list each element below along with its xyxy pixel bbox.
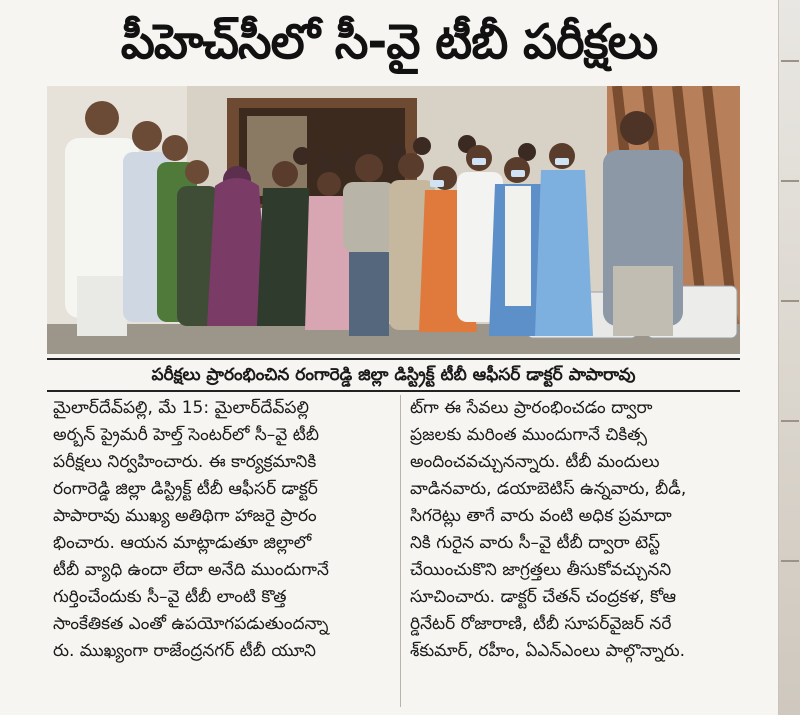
article-line: పాపారావు ముఖ్య అతిథిగా హాజరై ప్రారం <box>53 506 317 526</box>
article-line: అందించవచ్చునన్నారు. టీబీ మందులు <box>410 452 660 472</box>
article-line: నికి గురైన వారు సీ–వై టీబీ ద్వారా టెస్ట్ <box>410 533 661 553</box>
article-line: టీబీ వ్యాధి ఉందా లేదా అనేది ముందుగానే <box>53 560 329 580</box>
article-line: రంగారెడ్డి జిల్లా డిస్ట్రిక్ట్ టీబీ ఆఫీసర్ డాక్టర్ <box>53 479 318 499</box>
article-line: శ్‌కుమార్, రహీం, ఏఎన్‌ఎంలు పాల్గొన్నారు. <box>410 641 686 661</box>
page-edge-mark <box>781 420 799 422</box>
article-line: ర్డినేటర్ రోజారాణి, టీబీ సూపర్‌వైజర్ నరే <box>410 614 672 634</box>
article-line: ప్రజలకు మరింత ముందుగానే చికిత్స <box>410 425 648 445</box>
page-edge-mark <box>781 60 799 62</box>
page-edge-mark <box>781 560 799 562</box>
adjacent-page-edge <box>778 0 800 715</box>
article-column-left <box>53 395 393 707</box>
article-line: మైలార్‌దేవ్‌పల్లి, మే 15: మైలార్‌దేవ్‌పల్లి <box>53 398 309 418</box>
photo-caption: పరీక్షలు ప్రారంభించిన రంగారెడ్డి జిల్లా డిస్ట్రిక్ట్ టీబీ ఆఫీసర్ డాక్టర్ పాపారావు <box>47 358 740 392</box>
article-column-right <box>410 395 750 707</box>
article-line: సూచించారు. డాక్టర్ చేతన్ చంద్రకళ, కోఆ <box>410 587 677 607</box>
news-photo <box>47 86 740 354</box>
article-line: గుర్తించేందుకు సీ–వై టీబీ లాంటి కొత్త <box>53 587 287 607</box>
article-line: అర్బన్ ప్రైమరీ హెల్త్ సెంటర్‌లో సీ–వై టీబీ <box>53 425 320 445</box>
headline: పీహెచ్‌సీలో సీ-వై టీబీ పరీక్షలు <box>120 14 658 70</box>
page-edge-mark <box>781 300 799 302</box>
column-divider <box>400 395 401 707</box>
article-line: చేయించుకొని జాగ్రత్తలు తీసుకోవచ్చునని <box>410 560 672 580</box>
article-line: భించారు. ఆయన మాట్లాడుతూ జిల్లాలో <box>53 533 312 553</box>
article-line: ట్‌గా ఈ సేవలు ప్రారంభించడం ద్వారా <box>410 398 653 418</box>
page-edge-mark <box>781 180 799 182</box>
article-line: సిగరెట్లు తాగే వారు వంటి అధిక ప్రమాదా <box>410 506 672 526</box>
article-line: పరీక్షలు నిర్వహించారు. ఈ కార్యక్రమానికి <box>53 452 317 472</box>
article-line: రు. ముఖ్యంగా రాజేంద్రనగర్ టీబీ యూని <box>53 641 316 661</box>
article-line: వాడినవారు, డయాబెటిస్ ఉన్నవారు, బీడీ, <box>410 479 687 499</box>
article-line: సాంకేతికత ఎంతో ఉపయోగపడుతుందన్నా <box>53 614 329 634</box>
